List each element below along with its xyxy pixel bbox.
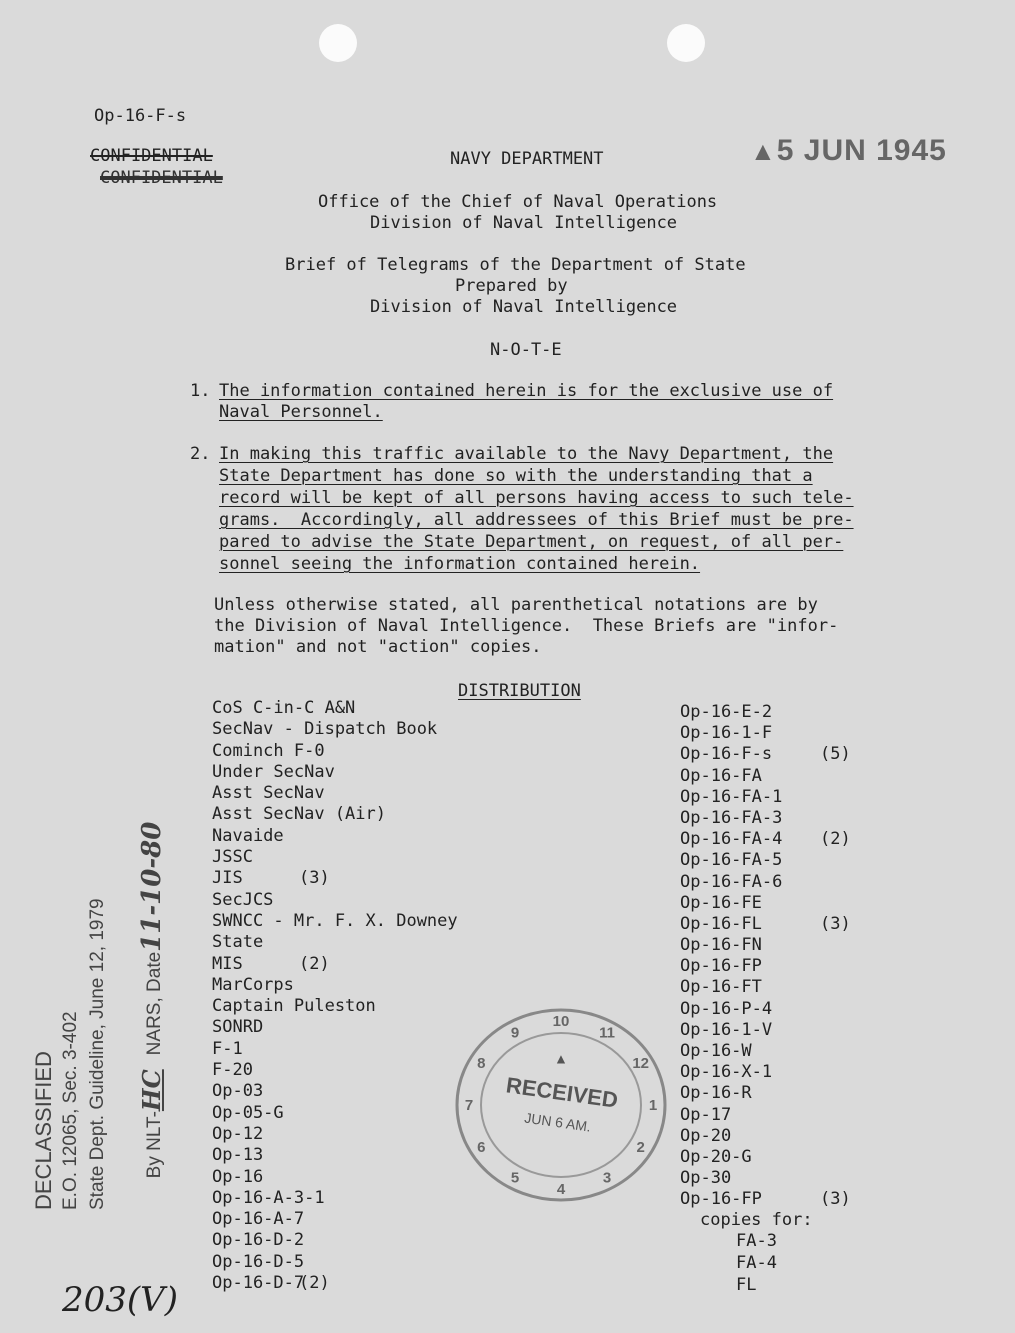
note-heading: N-O-T-E <box>490 340 562 360</box>
distribution-entry <box>680 744 880 765</box>
distribution-entry <box>212 762 512 783</box>
distribution-entry-count: (5) <box>820 744 851 765</box>
copies-for-item: FA-4 <box>736 1253 777 1273</box>
distribution-entry-count: (2) <box>299 953 330 974</box>
distribution-right-list <box>680 702 880 1211</box>
distribution-entry <box>212 932 512 953</box>
note-2-line-1: In making this traffic available to the Navy Department, the <box>219 444 834 464</box>
received-text: RECEIVED <box>504 1072 620 1113</box>
distribution-entry <box>680 1126 880 1147</box>
distribution-entry-name: Asst SecNav <box>212 783 325 804</box>
distribution-entry-name: Captain Puleston <box>212 996 376 1017</box>
distribution-entry-name: SONRD <box>212 1017 264 1038</box>
distribution-entry <box>212 1252 512 1273</box>
distribution-entry <box>680 829 880 850</box>
distribution-entry-name: Op-16-FT <box>680 977 762 998</box>
classification-struck: CONFIDENTIAL <box>90 146 213 166</box>
note-2-line-4: grams. Accordingly, all addressees of this Brief must be pre- <box>219 510 854 530</box>
copies-for-item: FL <box>736 1275 757 1295</box>
title-division: Division of Naval Intelligence <box>370 213 678 233</box>
distribution-entry-name: MIS <box>212 953 243 974</box>
distribution-entry <box>212 804 512 825</box>
declass-by-label: By NLT- <box>144 1111 165 1179</box>
declass-nars-label: NARS, Date <box>144 951 165 1056</box>
punch-hole-right <box>667 24 705 62</box>
declass-line-1: DECLASSIFIED <box>31 1051 56 1210</box>
distribution-entry-name: Op-16-D-5 <box>212 1251 305 1272</box>
distribution-entry <box>212 826 512 847</box>
distribution-entry-name: Op-12 <box>212 1123 264 1144</box>
distribution-entry <box>680 1041 880 1062</box>
punch-hole-left <box>319 24 357 62</box>
distribution-entry <box>680 1147 880 1168</box>
distribution-entry-name: Op-16-D-2 <box>212 1230 305 1251</box>
distribution-entry <box>212 975 512 996</box>
note-2-line-5: pared to advise the State Department, on request, of all per- <box>219 532 844 552</box>
distribution-entry <box>212 719 512 740</box>
distribution-entry-name: Op-30 <box>680 1168 732 1189</box>
title-division-2: Division of Naval Intelligence <box>370 297 678 317</box>
distribution-entry-name: Navaide <box>212 825 284 846</box>
title-prepared-by: Prepared by <box>455 276 568 296</box>
distribution-entry <box>680 1105 880 1126</box>
distribution-entry <box>680 977 880 998</box>
declass-line-4 <box>111 821 195 1210</box>
distribution-entry <box>212 911 512 932</box>
distribution-entry <box>680 808 880 829</box>
distribution-entry-name: SecNav - Dispatch Book <box>212 719 438 740</box>
distribution-entry-name: Op-16-FN <box>680 935 762 956</box>
distribution-entry <box>212 1209 512 1230</box>
date-stamp-text: 5 JUN 1945 <box>776 134 947 167</box>
stamp-dial-number: 2 <box>636 1139 645 1156</box>
distribution-entry-count: (3) <box>299 868 330 889</box>
distribution-entry <box>680 872 880 893</box>
distribution-entry <box>680 1189 880 1210</box>
distribution-entry <box>680 914 880 935</box>
distribution-entry-name: Op-17 <box>680 1104 732 1125</box>
file-code: Op-16-F-s <box>94 106 187 126</box>
distribution-entry <box>212 1273 512 1294</box>
distribution-entry <box>212 954 512 975</box>
distribution-entry-name: Op-16-FA <box>680 765 762 786</box>
declass-date: 11-10-80 <box>137 821 167 952</box>
stamp-dial-number: 5 <box>510 1169 520 1187</box>
department-heading: NAVY DEPARTMENT <box>450 149 604 169</box>
distribution-entry <box>212 741 512 762</box>
distribution-entry <box>680 702 880 723</box>
distribution-entry-count: (2) <box>299 1273 330 1294</box>
distribution-entry-name: Op-16-FL <box>680 913 762 934</box>
unless-line-3: mation" and not "action" copies. <box>214 637 542 657</box>
distribution-entry-name: Op-16-FA-3 <box>680 807 783 828</box>
distribution-entry-name: Op-16-X-1 <box>680 1062 773 1083</box>
distribution-entry-name: F-1 <box>212 1038 243 1059</box>
distribution-entry <box>680 787 880 808</box>
distribution-entry <box>680 1020 880 1041</box>
distribution-entry <box>212 868 512 889</box>
distribution-entry-name: Op-16-FE <box>680 892 762 913</box>
stamp-dial-number: 10 <box>552 1013 570 1030</box>
note-2-line-2: State Department has done so with the understanding that a <box>219 466 813 486</box>
note-2-line-6: sonnel seeing the information contained herein. <box>219 554 701 574</box>
declass-line-2: E.O. 12065, Sec. 3-402 <box>60 1011 81 1210</box>
distribution-entry-name: Op-16-FP <box>680 956 762 977</box>
distribution-entry-name: Op-16-1-V <box>680 1019 773 1040</box>
received-date: JUN 6 AM. <box>523 1109 592 1135</box>
received-stamp <box>452 1005 670 1205</box>
distribution-entry-name: Cominch F-0 <box>212 740 325 761</box>
distribution-entry <box>680 1062 880 1083</box>
unless-line-1: Unless otherwise stated, all parenthetical notations are by <box>214 595 818 615</box>
distribution-entry-name: JSSC <box>212 847 253 868</box>
stamp-arrow-icon: ▲ <box>556 1051 566 1067</box>
distribution-entry <box>680 999 880 1020</box>
stamp-arrow-icon: ▲ <box>750 136 777 166</box>
stamp-dial-number: 9 <box>510 1024 520 1042</box>
note-1-line-2: Naval Personnel. <box>219 402 383 422</box>
received-stamp-graphic <box>452 1005 670 1205</box>
distribution-entry-name: Op-13 <box>212 1145 264 1166</box>
distribution-entry <box>212 847 512 868</box>
unless-line-2: the Division of Naval Intelligence. These Briefs are "infor- <box>214 616 839 636</box>
distribution-entry <box>680 850 880 871</box>
copies-for-label: copies for: <box>700 1210 813 1230</box>
distribution-entry <box>680 893 880 914</box>
copies-for-item: FA-3 <box>736 1231 777 1251</box>
distribution-entry-name: Op-16-FA-5 <box>680 850 783 871</box>
distribution-entry-name: SWNCC - Mr. F. X. Downey <box>212 910 458 931</box>
stamp-dial-number: 6 <box>477 1139 486 1156</box>
stamp-dial-number: 4 <box>556 1181 566 1198</box>
received-date-stamp <box>750 134 947 168</box>
distribution-entry-name: Op-16-A-7 <box>212 1209 305 1230</box>
distribution-entry-name: Op-16 <box>212 1166 264 1187</box>
distribution-entry <box>212 783 512 804</box>
distribution-entry-name: CoS C-in-C A&N <box>212 698 356 718</box>
title-brief: Brief of Telegrams of the Department of State <box>285 255 746 275</box>
distribution-entry-name: Under SecNav <box>212 761 335 782</box>
distribution-entry <box>680 1083 880 1104</box>
distribution-entry-name: State <box>212 932 264 953</box>
distribution-heading: DISTRIBUTION <box>458 681 581 701</box>
distribution-entry-count: (2) <box>820 829 851 850</box>
note-2-number: 2. <box>190 444 211 464</box>
distribution-entry-name: Op-20 <box>680 1125 732 1146</box>
note-1-number: 1. <box>190 381 211 401</box>
distribution-entry-name: JIS <box>212 868 243 889</box>
note-2-line-3: record will be kept of all persons having access to such tele- <box>219 488 854 508</box>
distribution-entry-name: Op-16-D-7 <box>212 1273 305 1294</box>
stamp-dial-number: 3 <box>602 1169 612 1187</box>
distribution-entry-name: Op-16-F-s <box>680 744 773 765</box>
distribution-entry-name: Op-16-1-F <box>680 723 773 744</box>
distribution-entry-name: Op-16-W <box>680 1041 752 1061</box>
distribution-entry-name: Op-20-G <box>680 1146 752 1167</box>
stamp-dial-number: 8 <box>477 1055 486 1072</box>
distribution-entry-count: (3) <box>820 913 851 934</box>
distribution-entry-name: SecJCS <box>212 889 274 910</box>
distribution-entry-name: Asst SecNav (Air) <box>212 804 386 825</box>
distribution-entry <box>680 956 880 977</box>
distribution-entry <box>680 723 880 744</box>
distribution-entry <box>680 935 880 956</box>
distribution-entry-name: Op-16-FA-1 <box>680 786 783 807</box>
distribution-entry-name: Op-16-E-2 <box>680 702 773 722</box>
distribution-entry-name: Op-03 <box>212 1081 264 1102</box>
stamp-dial-number: 1 <box>648 1097 658 1114</box>
distribution-entry-name: Op-16-FA-6 <box>680 871 783 892</box>
distribution-entry-name: Op-16-A-3-1 <box>212 1187 325 1208</box>
distribution-entry-name: Op-16-R <box>680 1083 752 1104</box>
distribution-entry-name: Op-05-G <box>212 1102 284 1123</box>
distribution-entry <box>212 1230 512 1251</box>
declassified-stamp <box>30 821 195 1210</box>
distribution-entry-name: MarCorps <box>212 974 294 995</box>
stamp-dial-number: 12 <box>632 1055 650 1072</box>
distribution-entry-name: Op-16-P-4 <box>680 998 773 1019</box>
stamp-dial-number: 7 <box>464 1097 474 1114</box>
stamp-dial-numbers <box>465 1013 657 1198</box>
distribution-entry-name: Op-16-FA-4 <box>680 829 783 850</box>
distribution-entry <box>212 890 512 911</box>
stamp-dial-number: 11 <box>599 1024 615 1042</box>
declass-line-3: State Dept. Guideline, June 12, 1979 <box>87 898 108 1210</box>
distribution-entry <box>212 698 512 719</box>
distribution-entry-name: Op-16-FP <box>680 1189 762 1210</box>
distribution-entry-count: (3) <box>820 1189 851 1210</box>
handwritten-number: 203(V) <box>62 1280 178 1320</box>
distribution-entry <box>680 766 880 787</box>
note-1-line-1: The information contained herein is for the exclusive use of <box>219 381 834 401</box>
declass-initials: HC <box>137 1069 166 1112</box>
distribution-entry-name: F-20 <box>212 1060 253 1081</box>
title-office: Office of the Chief of Naval Operations <box>318 192 718 212</box>
classification-overtyped: CONFIDENTIAL <box>100 168 223 188</box>
distribution-entry <box>680 1168 880 1189</box>
